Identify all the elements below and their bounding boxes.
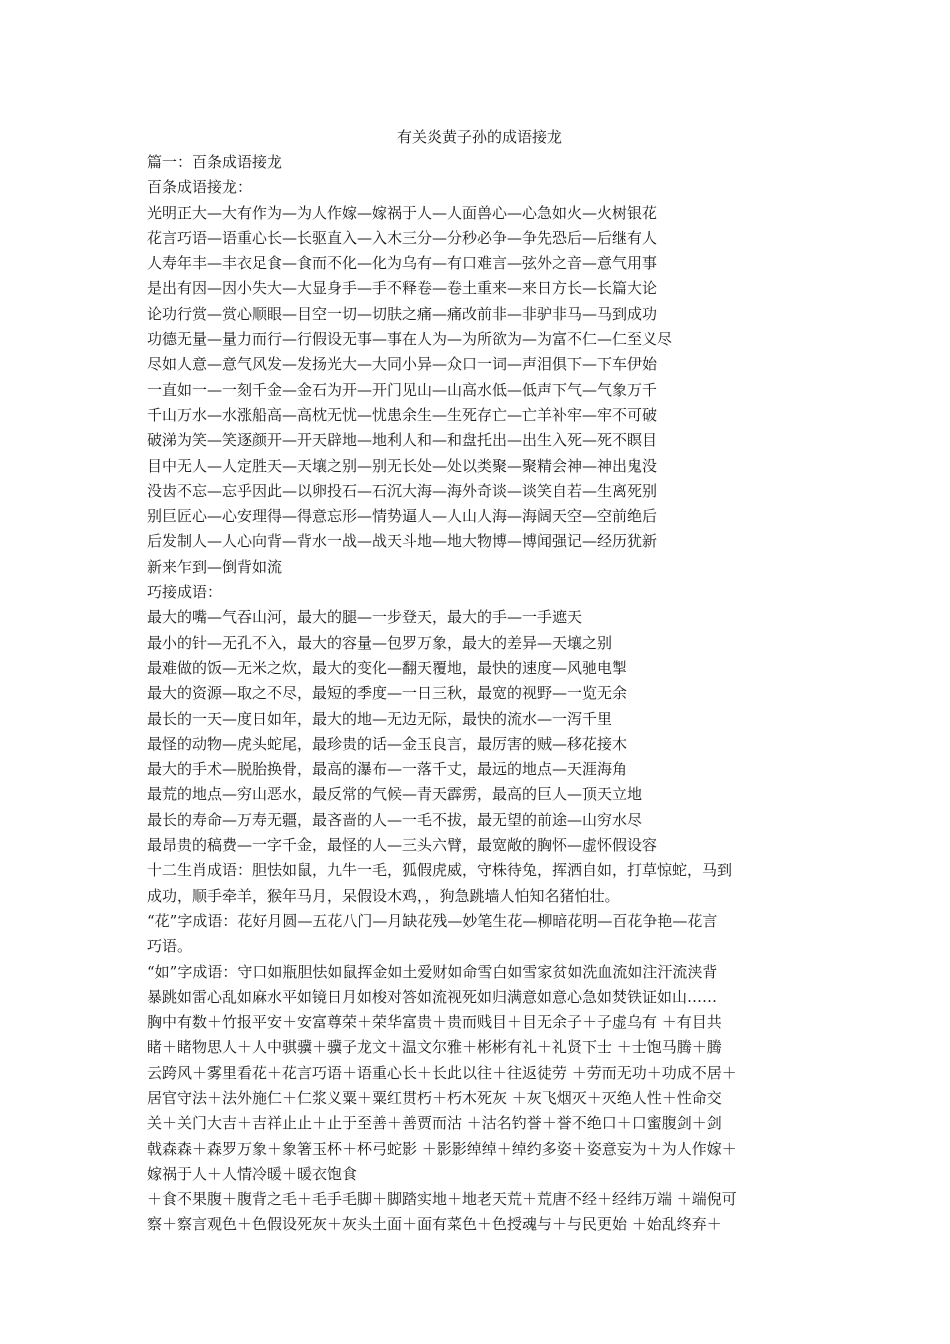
text-line: “如”字成语：守口如瓶胆怯如鼠挥金如土爱财如命雪白如雪家贫如洗血流如注汗流浃背 [147, 962, 718, 981]
text-line: 最难做的饭—无米之炊，最大的变化—翻天覆地，最快的速度—风驰电掣 [147, 658, 628, 677]
text-line: 最大的资源—取之不尽，最短的季度—一日三秋，最宽的视野—一览无余 [147, 684, 628, 703]
text-line: 巧接成语： [147, 583, 223, 602]
text-line: 嫁祸于人＋人情冷暖＋暖衣饱食 [147, 1164, 358, 1183]
text-line: 居官守法＋法外施仁＋仁浆义粟＋粟红贯朽＋朽木死灰 ＋灰飞烟灭＋灭绝人性＋性命交 [147, 1088, 722, 1107]
text-line: 尽如人意—意气风发—发扬光大—大同小异—众口一词—声泪俱下—下车伊始 [147, 355, 658, 374]
text-line: 一直如一—一刻千金—金石为开—开门见山—山高水低—低声下气—气象万千 [147, 380, 658, 399]
text-line: 千山万水—水涨船高—高枕无忧—忧患余生—生死存亡—亡羊补牢—牢不可破 [147, 405, 658, 424]
text-line: ＋食不果腹＋腹背之毛＋毛手毛脚＋脚踏实地＋地老天荒＋荒唐不经＋经纬万端 ＋端倪可 [147, 1190, 737, 1209]
text-line: 篇一：百条成语接龙 [147, 153, 283, 171]
text-line: 人寿年丰—丰衣足食—食而不化—化为乌有—有口难言—弦外之音—意气用事 [147, 254, 658, 273]
text-line: 最大的嘴—气吞山河，最大的腿—一步登天，最大的手—一手遮天 [147, 608, 583, 627]
text-line: 论功行赏—赏心顺眼—目空一切—切肤之痛—痛改前非—非驴非马—马到成功 [147, 304, 658, 323]
text-line: 最长的寿命—万寿无疆，最吝啬的人—一毛不拔，最无望的前途—山穷水尽 [147, 810, 643, 829]
text-line: 最小的针—无孔不入，最大的容量—包罗万象，最大的差异—天壤之别 [147, 633, 613, 652]
text-line: 暴跳如雷心乱如麻水平如镜日月如梭对答如流视死如归满意如意心急如焚铁证如山…… [147, 987, 718, 1006]
document-title: 有关炎黄子孙的成语接龙 [396, 128, 562, 146]
text-line: 花言巧语—语重心长—长驱直入—入木三分—分秒必争—争先恐后—后继有人 [147, 228, 658, 247]
text-line: 功德无量—量力而行—行假设无事—事在人为—为所欲为—为富不仁—仁至义尽 [147, 330, 673, 349]
text-line: 成功，顺手牵羊，猴年马月，呆假设木鸡，，狗急跳墙人怕知名猪怕壮。 [147, 886, 620, 905]
text-line: 察＋察言观色＋色假设死灰＋灰头土面＋面有菜色＋色授魂与＋与民更始 ＋始乱终弃＋ [147, 1215, 722, 1234]
document-body [147, 150, 812, 1238]
text-line: 睹＋睹物思人＋人中骐骥＋骥子龙文＋温文尔雅＋彬彬有礼＋礼贤下士 ＋士饱马腾＋腾 [147, 1038, 722, 1057]
text-line: 云跨风＋雾里看花＋花言巧语＋语重心长＋长此以往＋往返徒劳 ＋劳而无功＋功成不居＋ [147, 1063, 737, 1082]
text-line: 破涕为笑—笑逐颜开—开天辟地—地利人和—和盘托出—出生入死—死不瞑目 [147, 431, 658, 450]
text-line: 最大的手术—脱胎换骨，最高的瀑布—一落千丈，最远的地点—天涯海角 [147, 760, 628, 779]
text-line: 胸中有数＋竹报平安＋安富尊荣＋荣华富贵＋贵而贱目＋目无余子＋子虚乌有 ＋有目共 [147, 1013, 722, 1032]
text-line: 最长的一天—度日如年，最大的地—无边无际，最快的流水—一泻千里 [147, 709, 613, 728]
text-line: 后发制人—人心向背—背水一战—战天斗地—地大物博—博闻强记—经历犹新 [147, 532, 658, 551]
text-line: 是出有因—因小失大—大显身手—手不释卷—卷土重来—来日方长—长篇大论 [147, 279, 658, 298]
text-line: 百条成语接龙： [147, 178, 253, 197]
text-line: 关＋关门大吉＋吉祥止止＋止于至善＋善贾而沽 ＋沽名钓誉＋誉不绝口＋口蜜腹剑＋剑 [147, 1114, 722, 1133]
text-line: 最昂贵的稿费—一字千金，最怪的人—三头六臂，最宽敞的胸怀—虚怀假设容 [147, 836, 658, 855]
text-line: 没齿不忘—忘乎因此—以卵投石—石沉大海—海外奇谈—谈笑自若—生离死别 [147, 481, 658, 500]
text-line: 光明正大—大有作为—为人作嫁—嫁祸于人—人面兽心—心急如火—火树银花 [147, 203, 658, 222]
text-line: 十二生肖成语：胆怯如鼠，九牛一毛，狐假虎威，守株待兔，挥洒自如，打草惊蛇，马到 [147, 861, 733, 880]
text-line: “花”字成语：花好月圆—五花八门—月缺花残—妙笔生花—柳暗花明—百花争艳—花言 [147, 911, 718, 930]
text-line: 新来乍到—倒背如流 [147, 557, 283, 576]
text-line: 最怪的动物—虎头蛇尾，最珍贵的话—金玉良言，最厉害的贼—移花接木 [147, 734, 628, 753]
text-line: 最荒的地点—穷山恶水，最反常的气候—青天霹雳，最高的巨人—顶天立地 [147, 785, 643, 804]
text-line: 戟森森＋森罗万象＋象箸玉杯＋杯弓蛇影 ＋影影绰绰＋绰约多姿＋姿意妄为＋为人作嫁＋ [147, 1139, 737, 1158]
text-line: 别巨匠心—心安理得—得意忘形—情势逼人—人山人海—海阔天空—空前绝后 [147, 507, 658, 526]
document-page [147, 124, 812, 1238]
text-line: 巧语。 [147, 937, 193, 956]
text-line: 目中无人—人定胜天—天壤之别—别无长处—处以类聚—聚精会神—神出鬼没 [147, 456, 658, 475]
